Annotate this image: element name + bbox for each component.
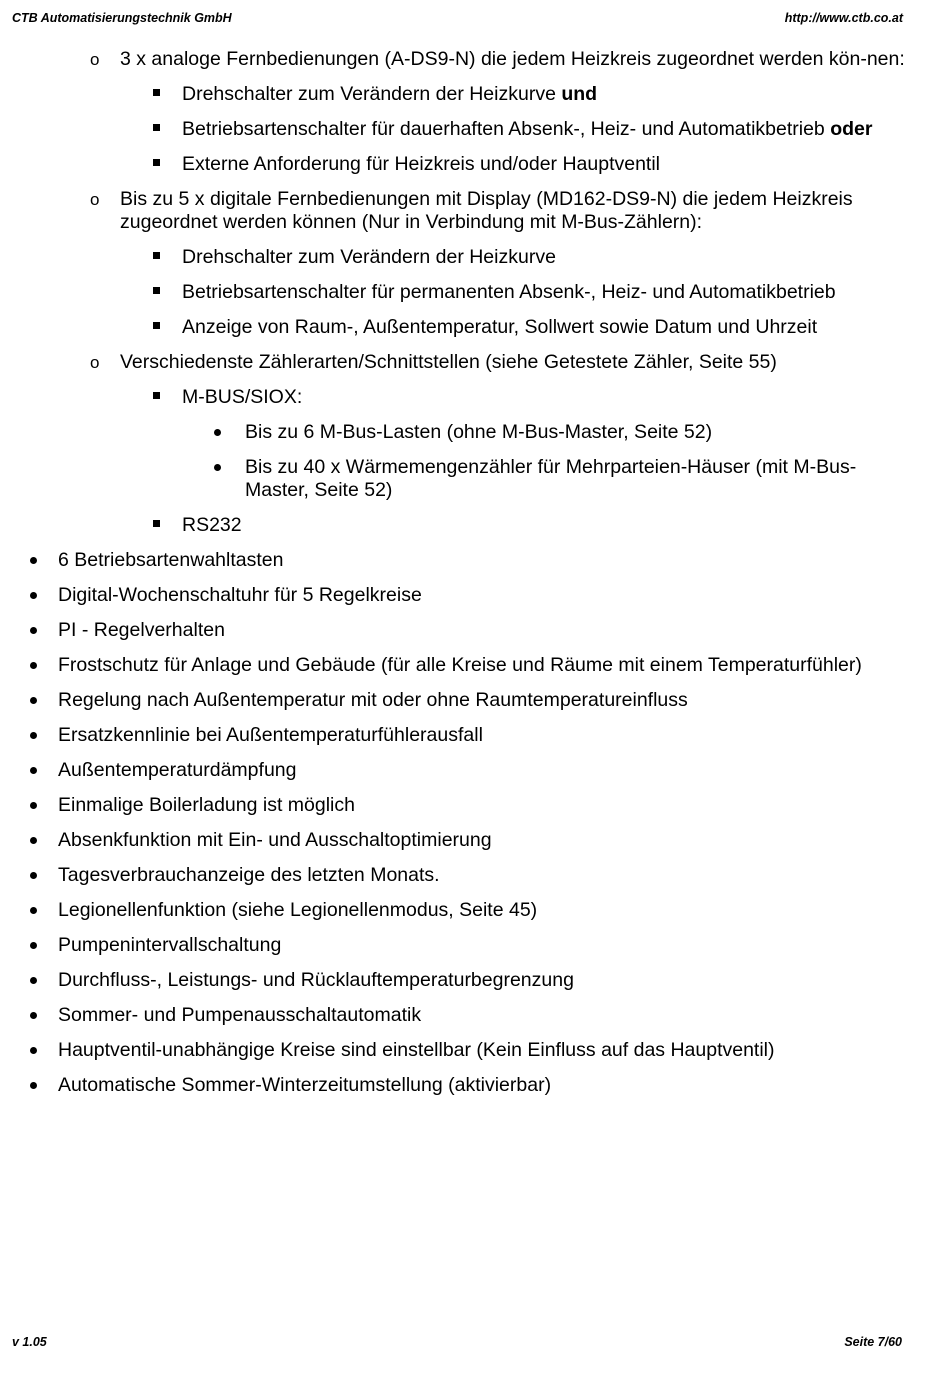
dot-bullet-icon xyxy=(214,464,221,471)
dot-bullet-icon xyxy=(214,429,221,436)
list-item: Regelung nach Außentemperatur mit oder ohne Raumtemperatureinfluss xyxy=(0,689,950,712)
square-bullet-icon xyxy=(153,89,160,96)
dot-bullet-icon xyxy=(30,732,37,739)
dot-bullet-icon xyxy=(30,1012,37,1019)
square-bullet-icon xyxy=(153,520,160,527)
list-item: Durchfluss-, Leistungs- und Rücklauftemperaturbegrenzung xyxy=(0,969,950,992)
dot-bullet-icon xyxy=(30,767,37,774)
dot-bullet-icon xyxy=(30,872,37,879)
list-item: Anzeige von Raum-, Außentemperatur, Sollwert sowie Datum und Uhrzeit xyxy=(0,316,950,339)
square-bullet-icon xyxy=(153,159,160,166)
list-item: PI - Regelverhalten xyxy=(0,619,950,642)
list-item-rs232: RS232 xyxy=(0,514,950,537)
list-item: Legionellenfunktion (siehe Legionellenmodus, Seite 45) xyxy=(0,899,950,922)
footer-version: v 1.05 xyxy=(12,1335,47,1349)
square-bullet-icon xyxy=(153,287,160,294)
list-item: Einmalige Boilerladung ist möglich xyxy=(0,794,950,817)
list-item: Hauptventil-unabhängige Kreise sind einstellbar (Kein Einfluss auf das Hauptventil) xyxy=(0,1039,950,1062)
dot-bullet-icon xyxy=(30,1047,37,1054)
list-item-meters: o Verschiedenste Zählerarten/Schnittstellen (siehe Getestete Zähler, Seite 55) xyxy=(90,351,777,373)
list-item: Betriebsartenschalter für permanenten Absenk-, Heiz- und Automatikbetrieb xyxy=(0,281,950,304)
list-item-digital-remote: o Bis zu 5 x digitale Fernbedienungen mit Display (MD162-DS9-N) die jedem Heizkreis zugeordnet werden können (Nur in Verbindung mit M-Bus-Zählern): xyxy=(90,188,853,233)
header-url: http://www.ctb.co.at xyxy=(784,11,903,25)
page-header xyxy=(12,11,903,25)
list-item: Externe Anforderung für Heizkreis und/oder Hauptventil xyxy=(0,153,950,176)
list-item-mbus: M-BUS/SIOX: xyxy=(0,386,950,409)
dot-bullet-icon xyxy=(30,627,37,634)
list-item: Frostschutz für Anlage und Gebäude (für alle Kreise und Räume mit einem Temperaturfühler) xyxy=(0,654,950,677)
dot-bullet-icon xyxy=(30,662,37,669)
list-item: Digital-Wochenschaltuhr für 5 Regelkreise xyxy=(0,584,950,607)
list-item: Tagesverbrauchanzeige des letzten Monats. xyxy=(0,864,950,887)
dot-bullet-icon xyxy=(30,1082,37,1089)
dot-bullet-icon xyxy=(30,557,37,564)
list-item: Pumpenintervallschaltung xyxy=(0,934,950,957)
dot-bullet-icon xyxy=(30,592,37,599)
list-item: Bis zu 6 M-Bus-Lasten (ohne M-Bus-Master, Seite 52) xyxy=(0,421,950,444)
circle-bullet-icon: o xyxy=(90,353,100,372)
list-item: 6 Betriebsartenwahltasten xyxy=(0,549,950,572)
list-item: Bis zu 40 x Wärmemengenzähler für Mehrparteien-Häuser (mit M-Bus-Master, Seite 52) xyxy=(0,456,950,502)
square-bullet-icon xyxy=(153,392,160,399)
list-item: Automatische Sommer-Winterzeitumstellung (aktivierbar) xyxy=(0,1074,950,1097)
list-item: Betriebsartenschalter für dauerhaften Absenk-, Heiz- und Automatikbetrieb oder xyxy=(0,118,950,141)
dot-bullet-icon xyxy=(30,907,37,914)
dot-bullet-icon xyxy=(30,977,37,984)
list-item-analog-remote: o 3 x analoge Fernbedienungen (A-DS9-N) die jedem Heizkreis zugeordnet werden kön-nen: xyxy=(90,48,905,70)
list-item: Sommer- und Pumpenausschaltautomatik xyxy=(0,1004,950,1027)
dot-bullet-icon xyxy=(30,697,37,704)
list-item: Drehschalter zum Verändern der Heizkurve xyxy=(0,246,950,269)
list-item: Drehschalter zum Verändern der Heizkurve und xyxy=(0,83,950,106)
circle-bullet-icon: o xyxy=(90,50,100,69)
document-body xyxy=(0,48,950,1109)
square-bullet-icon xyxy=(153,322,160,329)
square-bullet-icon xyxy=(153,124,160,131)
page-footer xyxy=(12,1335,902,1349)
dot-bullet-icon xyxy=(30,837,37,844)
dot-bullet-icon xyxy=(30,942,37,949)
circle-bullet-icon: o xyxy=(90,190,100,209)
dot-bullet-icon xyxy=(30,802,37,809)
list-item: Außentemperaturdämpfung xyxy=(0,759,950,782)
header-company: CTB Automatisierungstechnik GmbH xyxy=(12,11,232,25)
square-bullet-icon xyxy=(153,252,160,259)
list-item: Absenkfunktion mit Ein- und Ausschaltoptimierung xyxy=(0,829,950,852)
footer-page-number: Seite 7/60 xyxy=(844,1335,902,1349)
list-item: Ersatzkennlinie bei Außentemperaturfühlerausfall xyxy=(0,724,950,747)
